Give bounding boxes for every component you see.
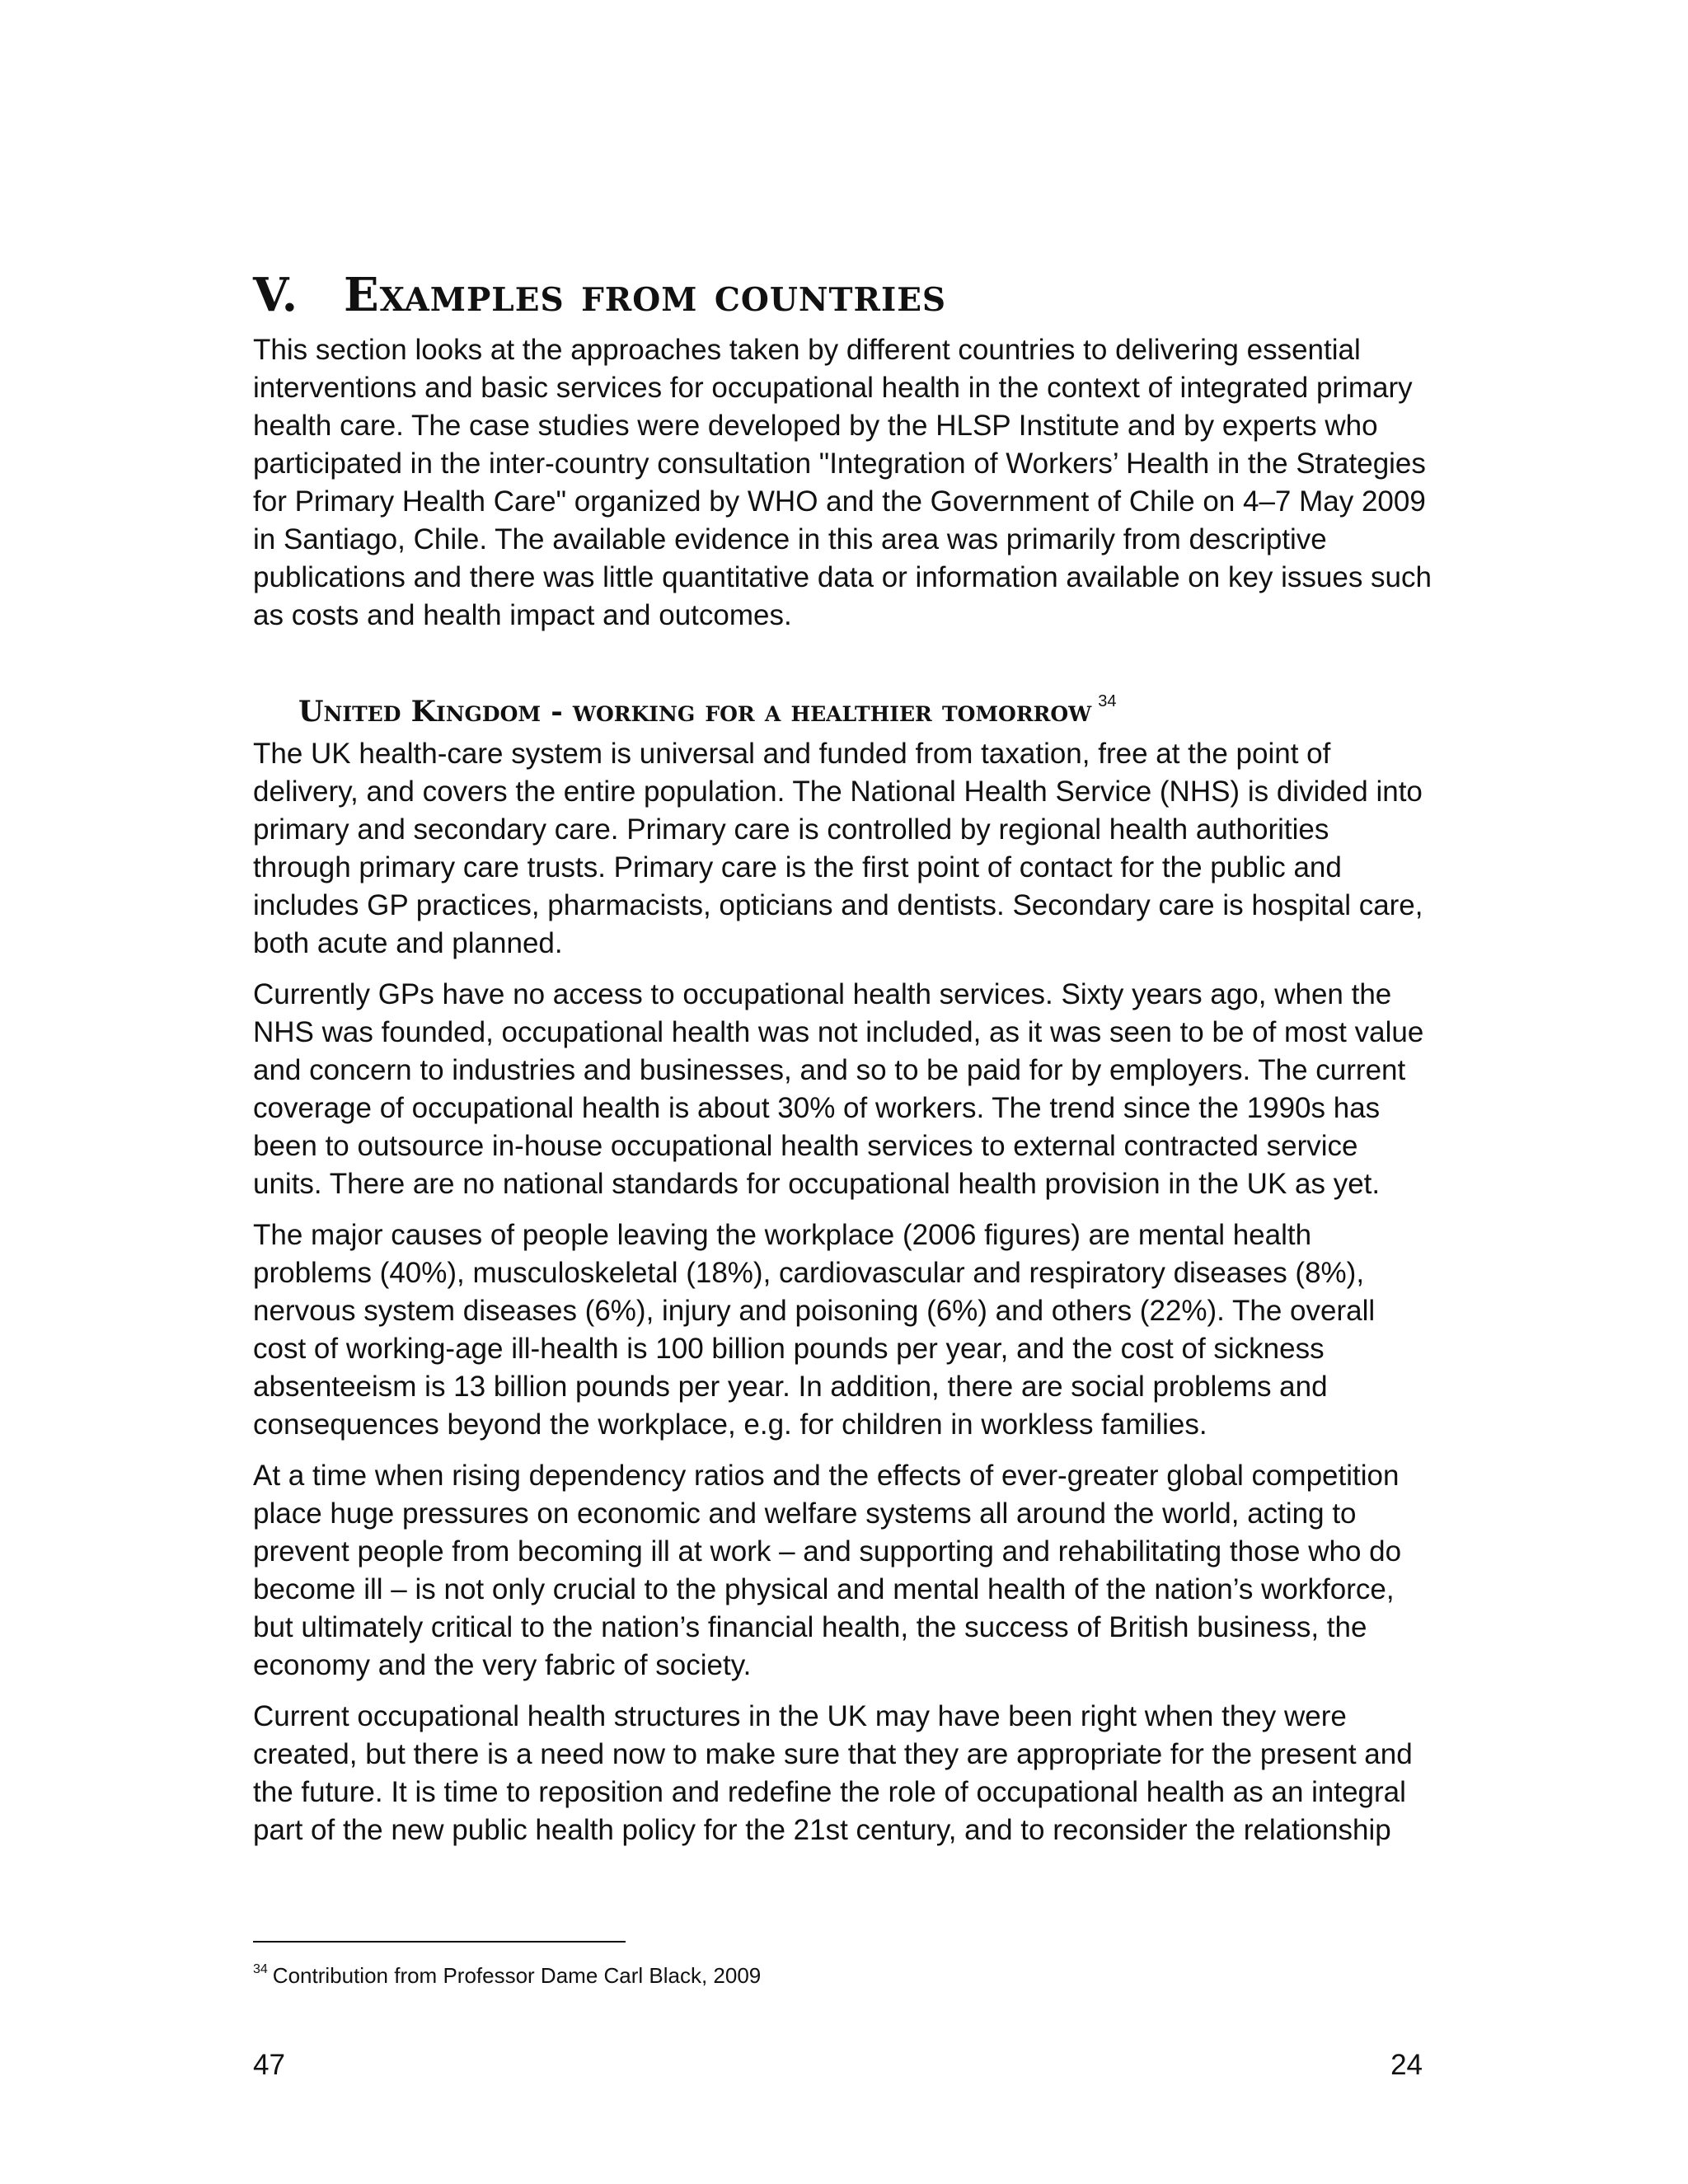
footnote-text: Contribution from Professor Dame Carl Black, 2009 — [272, 1963, 762, 1988]
footnote — [253, 1955, 761, 1990]
intro-paragraph: This section looks at the approaches taken by different countries to delivering essential interventions and basic services for occupational health in the context of integrated primary health care. The case studies were developed by the HLSP Institute and by experts who participated in the inter-country consultation "Integration of Workers’ Health in the Strategies for Primary Health Care" organized by WHO and the Government of Chile on 4–7 May 2009 in Santiago, Chile. The available evidence in this area was primarily from descriptive publications and there was little quantitative data or information available on key issues such as costs and health impact and outcomes. — [253, 334, 1432, 631]
footnote-number: 34 — [253, 1962, 268, 1976]
paragraph-gp-access: Currently GPs have no access to occupational health services. Sixty years ago, when the NHS was founded, occupational health was not included, as it was seen to be of most value and concern to industries and businesses, and so to be paid for by employers. The current coverage of occupational health is about 30% of workers. The trend since the 1990s has been to outsource in-house occupational health services to external contracted service units. There are no national standards for occupational health provision in the UK as yet. — [253, 978, 1424, 1200]
section-number: V. — [253, 268, 299, 322]
paragraph-uk-health-system: The UK health-care system is universal and funded from taxation, free at the point of delivery, and covers the entire population. The National Health Service (NHS) is divided into primary and secondary care. Primary care is controlled by regional health authorities through primary care trusts. Primary care is the first point of contact for the public and includes GP practices, pharmacists, opticians and dentists. Secondary care is hospital care, both acute and planned. — [253, 738, 1423, 959]
footnote-divider — [253, 1941, 626, 1943]
subsection-heading — [298, 681, 1116, 733]
paragraph-major-causes: The major causes of people leaving the workplace (2006 figures) are mental health problems (40%), musculoskeletal (18%), cardiovascular and respiratory diseases (8%), nervous system diseases (6%), injury and poisoning (6%) and others (22%). The overall cost of working-age ill-health is 100 billion pounds per year, and the cost of sickness absenteeism is 13 billion pounds per year. In addition, there are social problems and consequences beyond the workplace, e.g. for children in workless families. — [253, 1219, 1376, 1441]
page-number-right: 24 — [1390, 2049, 1423, 2081]
footnote-reference[interactable]: 34 — [1098, 692, 1117, 710]
section-title-text: Examples from countries — [344, 268, 947, 322]
paragraph-current-structures: Current occupational health structures in the UK may have been right when they were created, but there is a need now to make sure that they are appropriate for the present and the future. It is time to reposition and redefine the role of occupational health as an integral part of the new public health policy for the 21st century, and to reconsider the relationship — [253, 1700, 1413, 1846]
page-number-left: 47 — [253, 2049, 285, 2081]
paragraph-dependency-ratios: At a time when rising dependency ratios and the effects of ever-greater global competition place huge pressures on economic and welfare systems all around the world, acting to prevent people from becoming ill at work – and supporting and rehabilitating those who do become ill – is not only crucial to the physical and mental health of the nation’s workforce, but ultimately critical to the nation’s financial health, the success of British business, the economy and the very fabric of society. — [253, 1460, 1402, 1681]
section-title — [253, 262, 946, 328]
subsection-title: United Kingdom - working for a healthier tomorrow — [298, 695, 1092, 729]
